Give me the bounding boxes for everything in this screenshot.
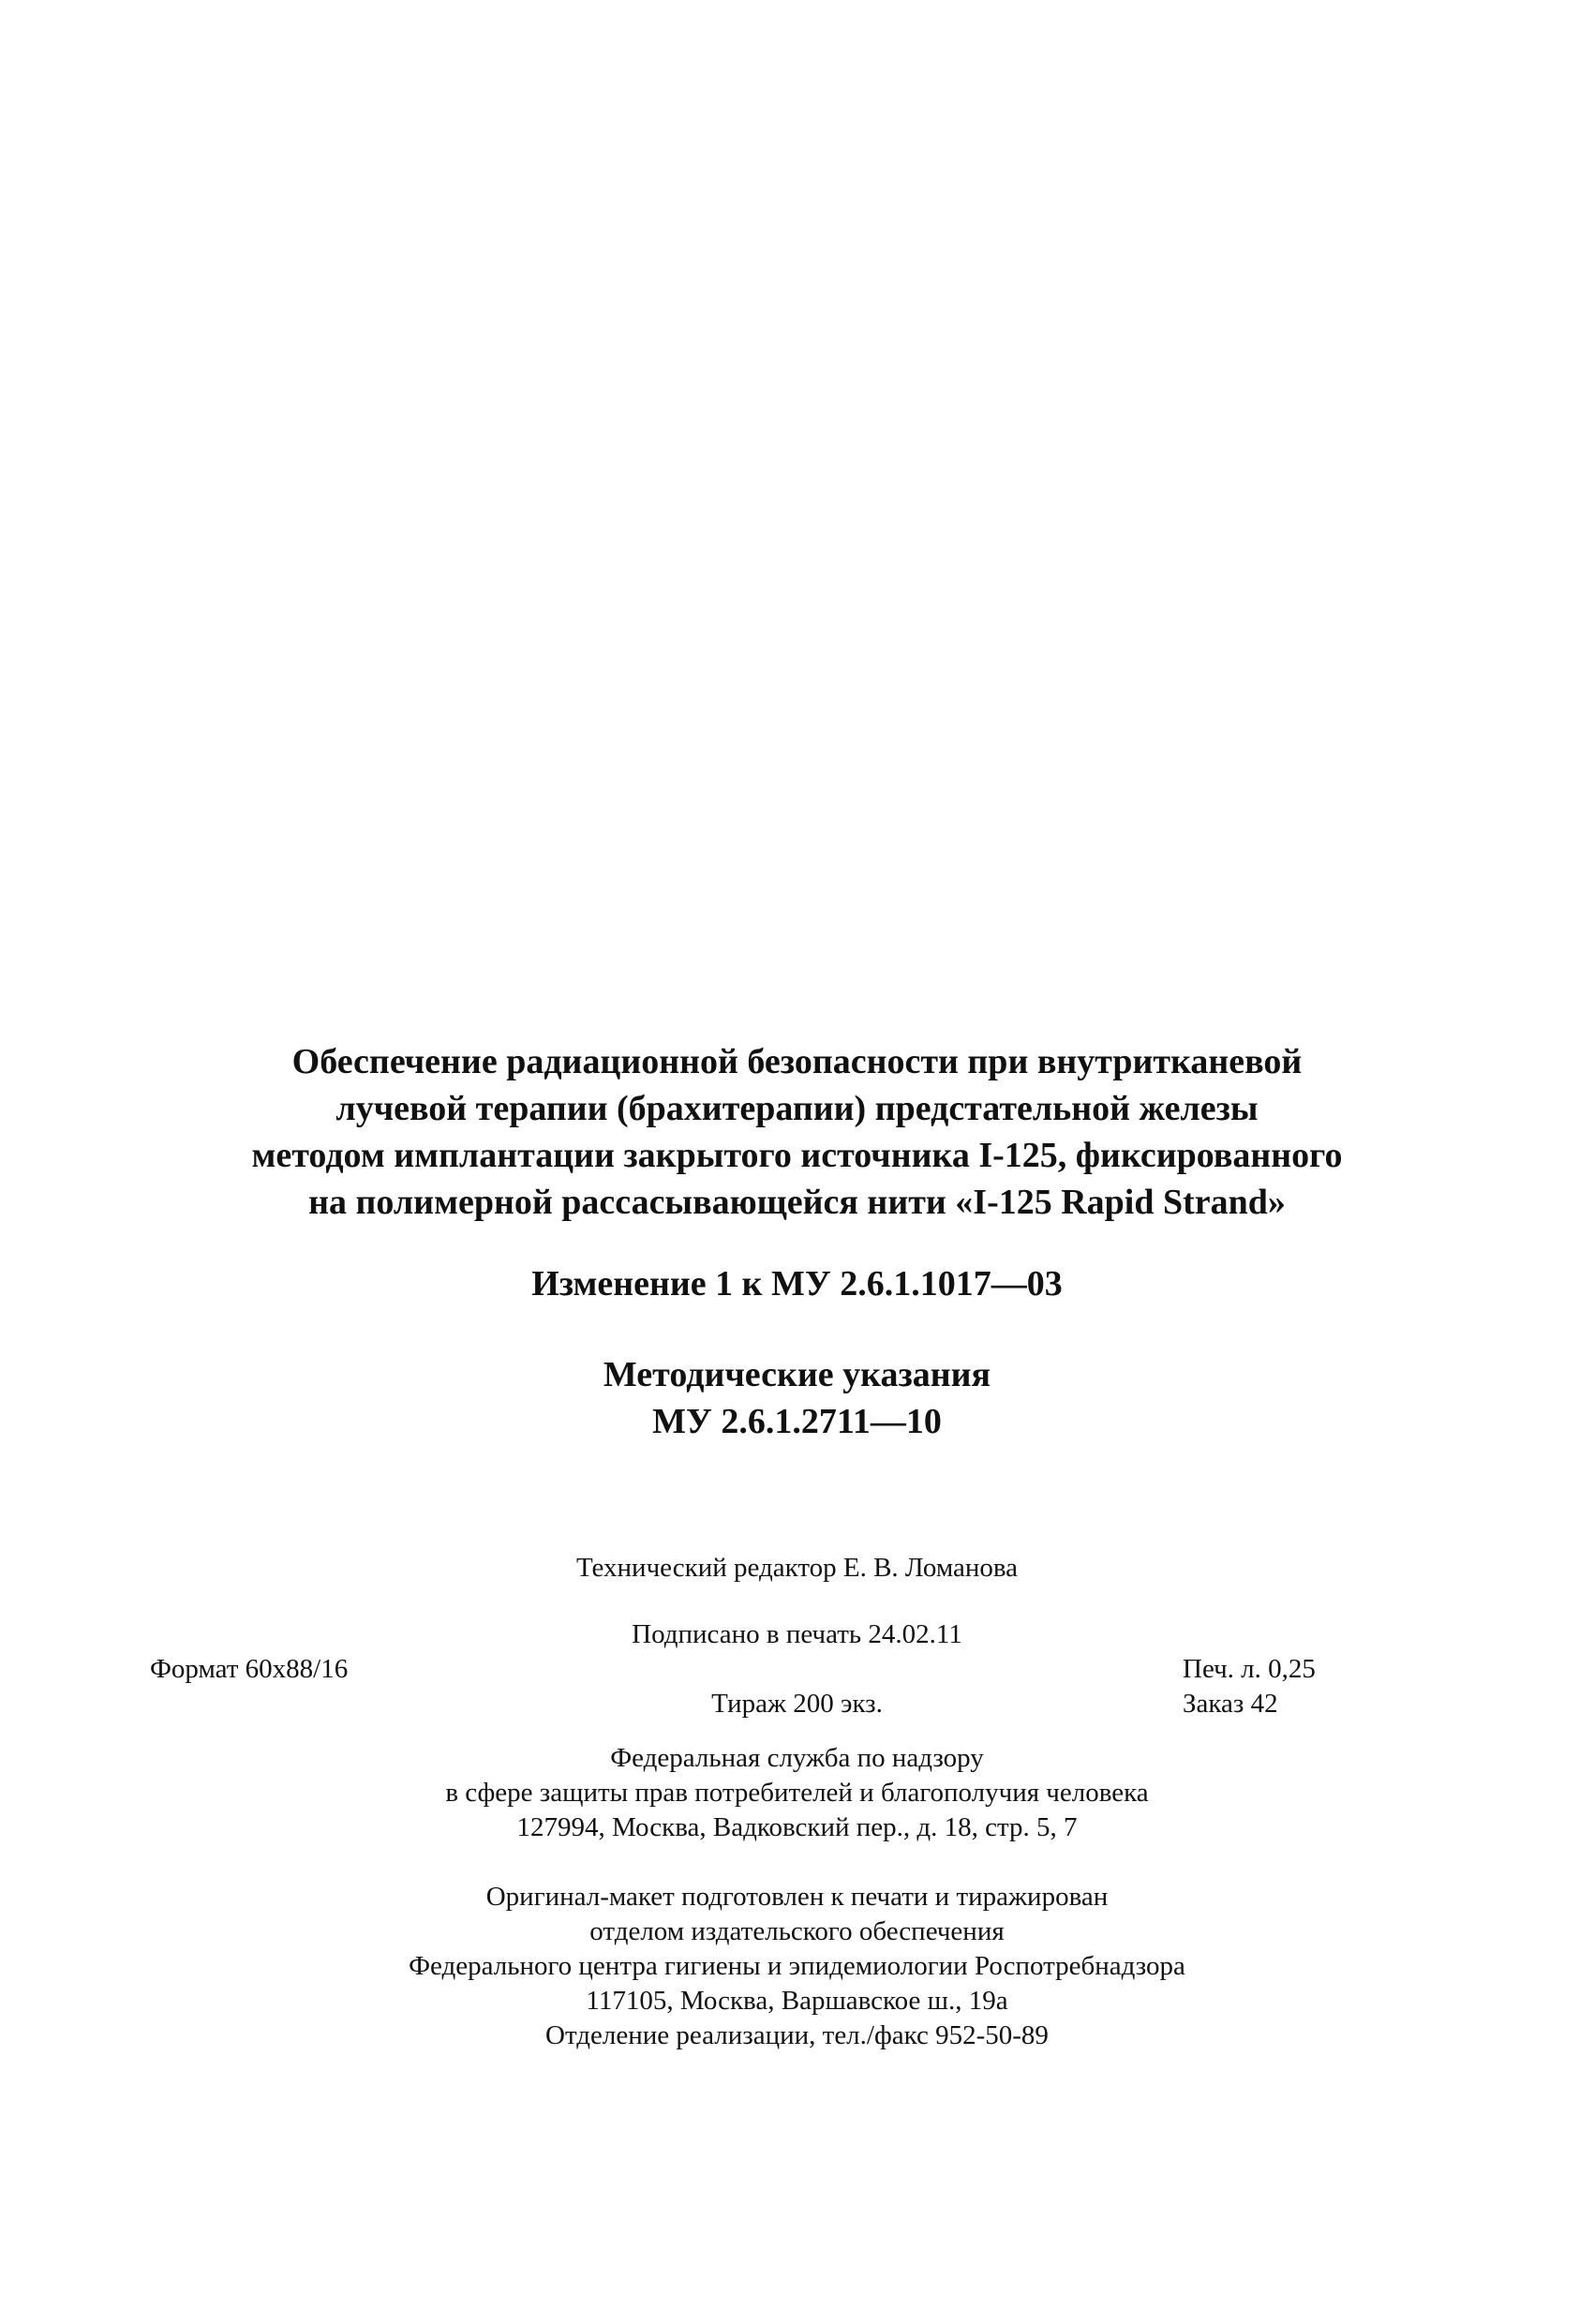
agency-line-2: в сфере защиты прав потребителей и благополучия человека	[445, 1778, 1149, 1808]
producer-info	[0, 1880, 1594, 2053]
print-run: Тираж 200 экз.	[711, 1689, 883, 1719]
producer-line-4: 117105, Москва, Варшавское ш., 19а	[586, 1986, 1008, 2016]
guidelines-label: Методические указания	[603, 1355, 991, 1394]
print-sheets: Печ. л. 0,25	[1183, 1654, 1316, 1684]
title-line-3: методом имплантации закрытого источника I-125, фиксированного	[251, 1136, 1343, 1175]
title-line-4: на полимерной рассасывающейся нити «I-125 Rapid Strand»	[308, 1183, 1286, 1222]
change-heading: Изменение 1 к МУ 2.6.1.1017—03	[531, 1264, 1063, 1304]
order-number: Заказ 42	[1183, 1689, 1278, 1719]
title-line-2: лучевой терапии (брахитерапии) предстательной железы	[335, 1089, 1259, 1128]
paper-format: Формат 60x88/16	[150, 1654, 349, 1684]
producer-line-1: Оригинал-макет подготовлен к печати и тиражирован	[485, 1882, 1109, 1912]
producer-line-2: отделом издательского обеспечения	[589, 1916, 1005, 1946]
document-title	[0, 1038, 1594, 1226]
agency-info	[0, 1741, 1594, 1845]
signed-for-print: Подписано в печать 24.02.11	[632, 1619, 962, 1649]
producer-line-5: Отделение реализации, тел./факс 952-50-89	[545, 2020, 1049, 2050]
agency-line-3: 127994, Москва, Вадковский пер., д. 18, стр. 5, 7	[516, 1812, 1078, 1842]
guidelines-heading	[0, 1351, 1594, 1445]
title-line-1: Обеспечение радиационной безопасности при внутритканевой	[291, 1042, 1303, 1081]
guidelines-code: МУ 2.6.1.2711—10	[652, 1402, 942, 1441]
producer-line-3: Федерального центра гигиены и эпидемиологии Роспотребнадзора	[409, 1951, 1185, 1981]
agency-line-1: Федеральная служба по надзору	[610, 1743, 984, 1773]
tech-editor: Технический редактор Е. В. Ломанова	[575, 1553, 1019, 1583]
